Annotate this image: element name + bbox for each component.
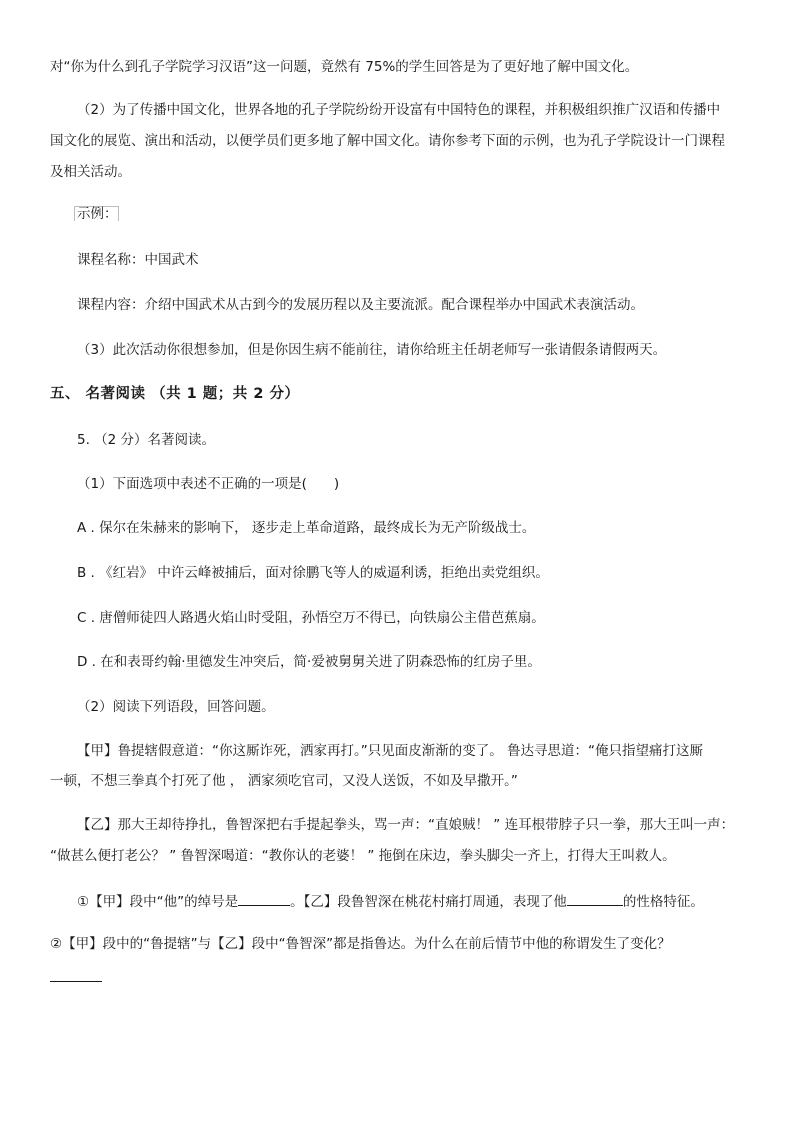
fill-in-text: 的性格特征。 xyxy=(622,894,704,910)
question-3-line: （3）此次活动你很想参加，但是你因生病不能前往，请你给班主任胡老师写一张请假条请假两天。 xyxy=(77,342,667,358)
sub-question-2: （2）阅读下列语段，回答问题。 xyxy=(77,699,275,715)
passage-jia-line: 【甲】鲁提辖假意道：“你这厮诈死，洒家再打。”只见面皮渐渐的变了。 鲁达寻思道：“俺只指望痛打这厮 xyxy=(77,743,704,759)
option-d: D . 在和表哥约翰·里德发生冲突后，简·爱被舅舅关进了阴森恐怖的红房子里。 xyxy=(77,654,541,670)
fill-in-text: ①【甲】段中“他”的绰号是 xyxy=(77,894,239,910)
answer-blank-1[interactable] xyxy=(238,891,290,906)
question-5-title: 5. （2 分）名著阅读。 xyxy=(77,432,216,448)
question-2-line: 国文化的展览、演出和活动，以便学员们更多地了解中国文化。请你参考下面的示例，也为孔子学院设计一门课程 xyxy=(50,133,725,149)
section-heading: 五、 名著阅读 （共 1 题；共 2 分） xyxy=(50,386,300,402)
sub-question-1: （1）下面选项中表述不正确的一项是( ) xyxy=(77,476,340,492)
example-label: 示例： xyxy=(77,206,118,222)
option-c: C . 唐僧师徒四人路遇火焰山时受阻，孙悟空万不得已，向铁扇公主借芭蕉扇。 xyxy=(77,610,545,626)
question-2-line: 及相关活动。 xyxy=(50,164,131,180)
answer-blank-2[interactable] xyxy=(567,891,623,906)
passage-yi-line: 【乙】那大王却待挣扎，鲁智深把右手提起拳头，骂一声：“直娘贼！ ” 连耳根带脖子只一拳，那大王叫一声： xyxy=(77,817,735,833)
fill-in-text: 。【乙】段鲁智深在桃花村痛打周通，表现了他 xyxy=(290,894,567,910)
fill-in-question-1 xyxy=(77,891,704,912)
paragraph-line: 对“你为什么到孔子学院学习汉语”这一问题，竟然有 75%的学生回答是为了更好地了解中国文化。 xyxy=(50,59,639,75)
course-content-line: 课程内容：介绍中国武术从古到今的发展历程以及主要流派。配合课程举办中国武术表演活动。 xyxy=(77,297,644,313)
answer-line[interactable] xyxy=(50,981,102,982)
option-b: B . 《红岩》 中许云峰被捕后，面对徐鹏飞等人的威逼利诱，拒绝出卖党组织。 xyxy=(77,565,549,581)
passage-yi-line: “做甚么便打老公？ ” 鲁智深喝道：“教你认的老婆！ ” 拖倒在床边，拳头脚尖一齐上，打得大王叫救人。 xyxy=(50,848,676,864)
course-name-line: 课程名称：中国武术 xyxy=(77,252,199,268)
passage-jia-line: 一顿，不想三拳真个打死了他 ， 洒家须吃官司，又没人送饭，不如及早撒开。” xyxy=(50,773,518,789)
question-2-line: （2）为了传播中国文化，世界各地的孔子学院纷纷开设富有中国特色的课程，并积极组织推广汉语和传播中 xyxy=(77,102,721,118)
option-a: A . 保尔在朱赫来的影响下， 逐步走上革命道路，最终成长为无产阶级战士。 xyxy=(77,520,536,536)
sub-question-short-answer: ②【甲】段中的“鲁提辖”与【乙】段中“鲁智深”都是指鲁达。为什么在前后情节中他的称谓发生了变化？ xyxy=(50,936,671,952)
